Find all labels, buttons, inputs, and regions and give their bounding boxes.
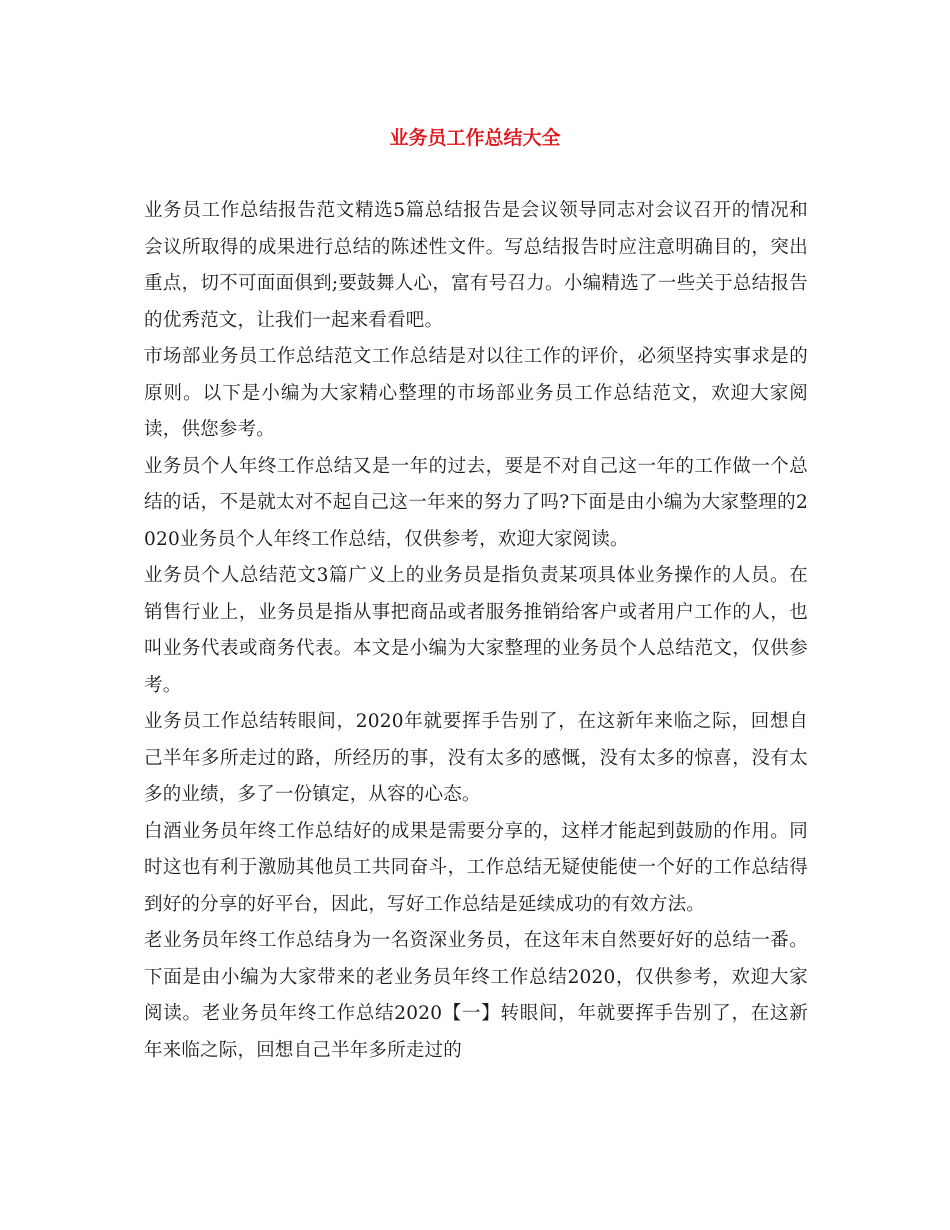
paragraph-4: 业务员个人总结范文3篇广义上的业务员是指负责某项具体业务操作的人员。在销售行业上，业务员是指从事把商品或者服务推销给客户或者用户工作的人，也叫业务代表或商务代表。本文是小编为大家整理的业务员个人总结范文，仅供参考。 xyxy=(144,565,808,696)
paragraph-5: 业务员工作总结转眼间，2020年就要挥手告别了，在这新年来临之际，回想自己半年多所走过的路，所经历的事，没有太多的感慨，没有太多的惊喜，没有太多的业绩，多了一份镇定，从容的心态。 xyxy=(144,711,808,805)
paragraph-7: 老业务员年终工作总结身为一名资深业务员，在这年末自然要好好的总结一番。下面是由小编为大家带来的老业务员年终工作总结2020，仅供参考，欢迎大家阅读。老业务员年终工作总结2020【一】转眼间，年就要挥手告别了，在这新年来临之际，回想自己半年多所走过的 xyxy=(144,930,808,1061)
paragraph-3: 业务员个人年终工作总结又是一年的过去，要是不对自己这一年的工作做一个总结的话，不是就太对不起自己这一年来的努力了吗?下面是由小编为大家整理的2020业务员个人年终工作总结，仅供参考，欢迎大家阅读。 xyxy=(144,455,808,550)
document-body xyxy=(144,193,808,1069)
paragraph-1: 业务员工作总结报告范文精选5篇总结报告是会议领导同志对会议召开的情况和会议所取得的成果进行总结的陈述性文件。写总结报告时应注意明确目的，突出重点，切不可面面俱到;要鼓舞人心，富有号召力。小编精选了一些关于总结报告的优秀范文，让我们一起来看看吧。 xyxy=(144,200,808,331)
paragraph-6: 白酒业务员年终工作总结好的成果是需要分享的，这样才能起到鼓励的作用。同时这也有利于激励其他员工共同奋斗，工作总结无疑使能使一个好的工作总结得到好的分享的好平台，因此，写好工作总结是延续成功的有效方法。 xyxy=(144,820,808,915)
paragraph-2: 市场部业务员工作总结范文工作总结是对以往工作的评价，必须坚持实事求是的原则。以下是小编为大家精心整理的市场部业务员工作总结范文，欢迎大家阅读，供您参考。 xyxy=(144,346,808,440)
document-title: 业务员工作总结大全 xyxy=(389,127,561,149)
